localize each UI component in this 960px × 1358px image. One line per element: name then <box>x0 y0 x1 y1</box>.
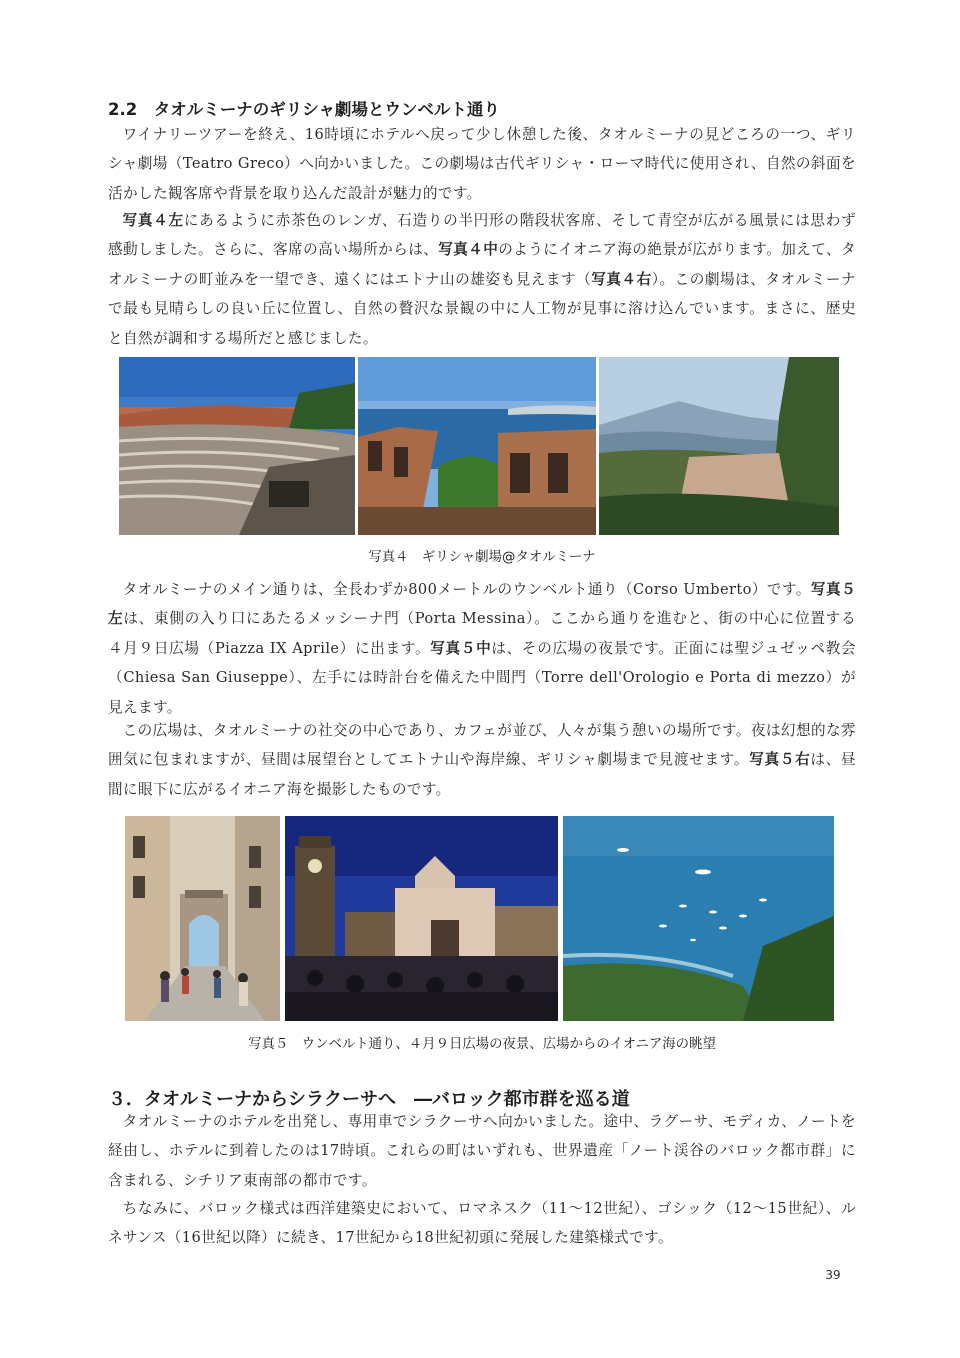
page-number: 39 <box>825 1268 841 1282</box>
photo-ionian-sea-ruins <box>358 357 596 535</box>
text-run: は、その広場の夜景です。正面には聖ジュゼッペ教会（Chiesa San Giuseppe）、左手には時計台を備えた中間門（Torre dell'Orologio e Porta di mezzo）が見えます。 <box>108 639 856 716</box>
photo-ref-4-right: 写真４右 <box>591 270 652 288</box>
section-3-heading: ３．タオルミーナからシラクーサへ ―バロック都市群を巡る道 <box>108 1089 630 1110</box>
photo-ref-4-left: 写真４左 <box>122 212 184 229</box>
photo-ref-5-left: 写真５左 <box>108 581 856 628</box>
text-run: のようにイオニア海の絶景が広がります。加えて、タオルミーナの町並みを一望でき、遠くにはエトナ山の雄姿も見えます（ <box>108 241 856 288</box>
text-run: は、東側の入り口にあたるメッシーナ門（Porta Messina）。ここから通りを進むと、街の中心に位置する４月９日広場（Piazza IX Aprile）に出ます。 <box>108 610 856 657</box>
photo-5-caption: 写真５ ウンベルト通り、４月９日広場の夜景、広場からのイオニア海の眺望 <box>248 1037 716 1052</box>
paragraph-baroque-style: ちなみに、バロック様式は西洋建築史において、ロマネスク（11～12世紀）、ゴシック（12～15世紀）、ルネサンス（16世紀以降）に続き、17世紀から18世紀初頭に発展した建築様式です。 <box>108 1200 856 1247</box>
photo-ref-5-right: 写真５右 <box>749 751 811 769</box>
paragraph-to-siracusa: タオルミーナのホテルを出発し、専用車でシラクーサへ向かいました。途中、ラグーサ、モディカ、ノートを経由し、ホテルに到着したのは17時頃。これらの町はいずれも、世界遺産「ノート渓谷のバロック都市群」に含まれる、シチリア東南部の都市です。 <box>108 1113 856 1189</box>
paragraph-piazza <box>108 716 856 804</box>
paragraph-winery-tour: ワイナリーツアーを終え、16時頃にホテルへ戻って少し休憩した後、タオルミーナの見どころの一つ、ギリシャ劇場（Teatro Greco）へ向かいました。この劇場は古代ギリシャ・ローマ時代に使用され、自然の斜面を活かした観客席や背景を取り込んだ設計が魅力的です。 <box>108 126 856 202</box>
section-2-2-heading: 2.2 タオルミーナのギリシャ劇場とウンベルト通り <box>108 100 500 119</box>
photo-ref-4-center: 写真４中 <box>438 241 499 259</box>
text-run: タオルミーナのメイン通りは、全長わずか800メートルのウンベルト通り（Corso Umberto）です。 <box>122 581 811 598</box>
text-run: にあるように赤茶色のレンガ、石造りの半円形の階段状客席、そして青空が広がる風景には思わず感動しました。さらに、客席の高い場所からは、 <box>108 212 857 259</box>
photo-piazza-night-view <box>285 816 558 1021</box>
photo-ref-5-center: 写真５中 <box>430 639 492 657</box>
photo-greek-theater-seating <box>119 357 355 535</box>
photo-ionian-sea-boats <box>563 816 834 1021</box>
photo-taormina-town-etna <box>599 357 839 535</box>
photo-porta-messina-street <box>125 816 280 1021</box>
paragraph-theater-view <box>108 206 856 353</box>
photo-4-caption: 写真４ ギリシャ劇場@タオルミーナ <box>368 550 596 565</box>
paragraph-corso-umberto <box>108 575 856 722</box>
text-run: この広場は、タオルミーナの社交の中心であり、カフェが並び、人々が集う憩いの場所です。夜は幻想的な雰囲気に包まれますが、昼間は展望台としてエトナ山や海岸線、ギリシャ劇場まで見渡せます。 <box>108 722 856 769</box>
text-run: ）。この劇場は、タオルミーナで最も見晴らしの良い丘に位置し、自然の贅沢な景観の中に人工物が見事に溶け込んでいます。まさに、歴史と自然が調和する場所だと感じました。 <box>108 270 856 347</box>
text-run: は、昼間に眼下に広がるイオニア海を撮影したものです。 <box>108 751 857 798</box>
